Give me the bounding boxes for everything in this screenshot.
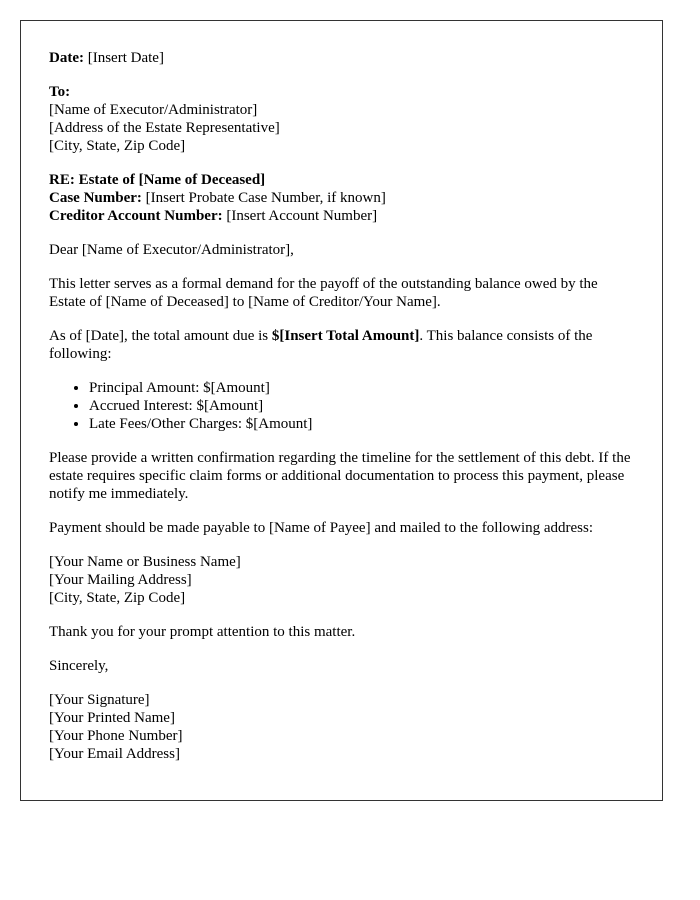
- amount-intro: As of [Date], the total amount due is: [49, 328, 272, 344]
- signature: [Your Signature]: [49, 692, 150, 708]
- recipient-block: [49, 83, 634, 155]
- case-value: [Insert Probate Case Number, if known]: [141, 190, 386, 206]
- list-item: • Late Fees/Other Charges: $[Amount]: [89, 415, 634, 433]
- signature-block: [49, 691, 634, 763]
- paragraph-amount: [49, 327, 634, 363]
- case-label: Case Number:: [49, 190, 142, 206]
- list-item: • Principal Amount: $[Amount]: [89, 379, 634, 397]
- phone-number: [Your Phone Number]: [49, 728, 183, 744]
- reference-block: [49, 171, 634, 225]
- to-label: To:: [49, 84, 71, 100]
- paragraph-confirmation: Please provide a written confirmation regarding the timeline for the settlement of this debt. If the estate requires specific claim forms or additional documentation to process this payment, please notify me immediately.: [49, 450, 631, 502]
- letter: [20, 20, 663, 801]
- payee-address-block: [49, 553, 634, 607]
- recipient-city: [City, State, Zip Code]: [49, 138, 186, 154]
- salutation: Dear [Name of Executor/Administrator],: [49, 242, 294, 258]
- re-line: RE: Estate of [Name of Deceased]: [49, 172, 266, 188]
- total-amount: $[Insert Total Amount]: [271, 328, 420, 344]
- thanks: Thank you for your prompt attention to this matter.: [49, 624, 356, 640]
- payee-mailing-address: [Your Mailing Address]: [49, 572, 192, 588]
- recipient-address: [Address of the Estate Representative]: [49, 120, 280, 136]
- payee-city: [City, State, Zip Code]: [49, 590, 186, 606]
- charges-list: [49, 379, 634, 433]
- list-item: • Accrued Interest: $[Amount]: [89, 397, 634, 415]
- paragraph-payment: Payment should be made payable to [Name of Payee] and mailed to the following address:: [49, 520, 594, 536]
- payee-name: [Your Name or Business Name]: [49, 554, 241, 570]
- email-address: [Your Email Address]: [49, 746, 180, 762]
- amount-outro: . This balance consists of the following:: [49, 328, 593, 362]
- date-line: [49, 49, 634, 67]
- closing: Sincerely,: [49, 658, 109, 674]
- printed-name: [Your Printed Name]: [49, 710, 175, 726]
- date-value: [Insert Date]: [83, 50, 164, 66]
- account-label: Creditor Account Number:: [49, 208, 223, 224]
- account-value: [Insert Account Number]: [222, 208, 378, 224]
- recipient-name: [Name of Executor/Administrator]: [49, 102, 258, 118]
- date-label: Date:: [49, 50, 84, 66]
- paragraph-demand: This letter serves as a formal demand for the payoff of the outstanding balance owed by the Estate of [Name of Deceased] to [Name of Creditor/Your Name].: [49, 276, 598, 310]
